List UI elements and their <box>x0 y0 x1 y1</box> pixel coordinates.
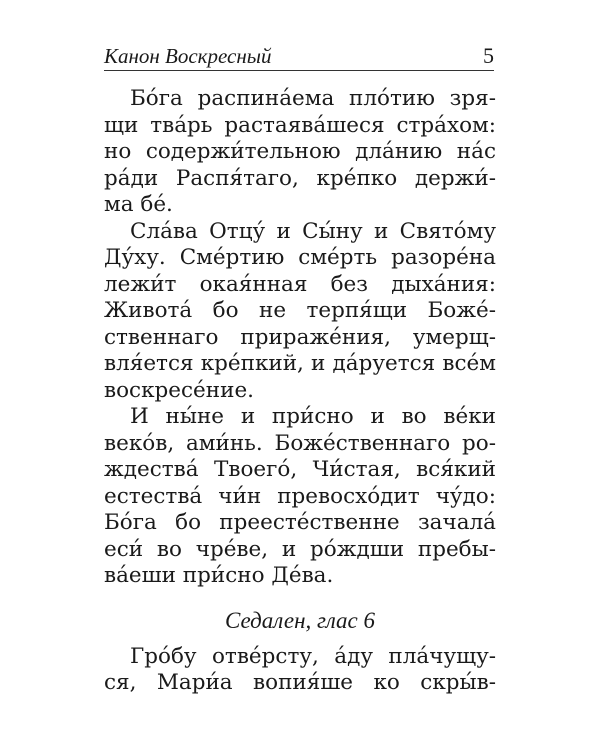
text-line: ственнаго прираже́ния, умерщ- <box>104 324 496 350</box>
text-line: ва́еши при́сно Де́ва. <box>104 563 334 588</box>
page-number: 5 <box>483 43 494 68</box>
text-line: Бо́га бо преесте́ственне зачала́ <box>104 510 496 535</box>
text-line: естества́ чи́н превосхо́дит чу́до: <box>104 483 496 509</box>
text-line: ждества́ Твоего́, Чи́стая, вся́кий <box>104 457 496 482</box>
paragraph-4 <box>104 644 496 697</box>
text-line: веко́в, ами́нь. Боже́ственнаго ро- <box>104 430 496 456</box>
text-line: И ны́не и при́сно и во ве́ки <box>130 404 496 429</box>
header-title: Канон Воскресный <box>104 44 272 68</box>
text-line: щи тва́рь растаява́шеся стра́хом: <box>104 112 496 138</box>
paragraph-2 <box>104 219 496 405</box>
text-line: вля́ется кре́пкий, и да́руется все́м <box>104 351 496 376</box>
text-line: Ду́ху. Сме́ртию сме́рть разоре́на <box>104 245 496 270</box>
text-line: еси́ во чре́ве, и ро́ждши пребы- <box>104 536 496 562</box>
text-line: Сла́ва Отцу́ и Сы́ну и Свято́му <box>130 218 496 244</box>
text-line: но содержи́тельною дла́нию на́с <box>104 139 496 164</box>
text-line: Живота́ бо не терпя́щи Боже́- <box>104 298 496 323</box>
text-line: Бо́га распина́ема пло́тию зря- <box>130 86 496 111</box>
paragraph-3 <box>104 404 496 590</box>
text-line: ма бе́. <box>104 192 173 217</box>
body-text <box>104 86 496 697</box>
text-line: воскресе́ние. <box>104 377 254 403</box>
text-line: ся, Мари́а вопия́ше ко скры́в- <box>104 670 496 695</box>
text-line: Гро́бу отве́рсту, а́ду пла́чущу- <box>130 643 496 669</box>
section-heading: Седален, глас 6 <box>225 607 375 633</box>
text-line: ра́ди Распя́таго, кре́пко держи́- <box>104 165 496 191</box>
text-line: лежи́т окая́нная без дыха́ния: <box>104 271 496 297</box>
paragraph-1 <box>104 86 496 219</box>
header-rule <box>104 70 494 71</box>
